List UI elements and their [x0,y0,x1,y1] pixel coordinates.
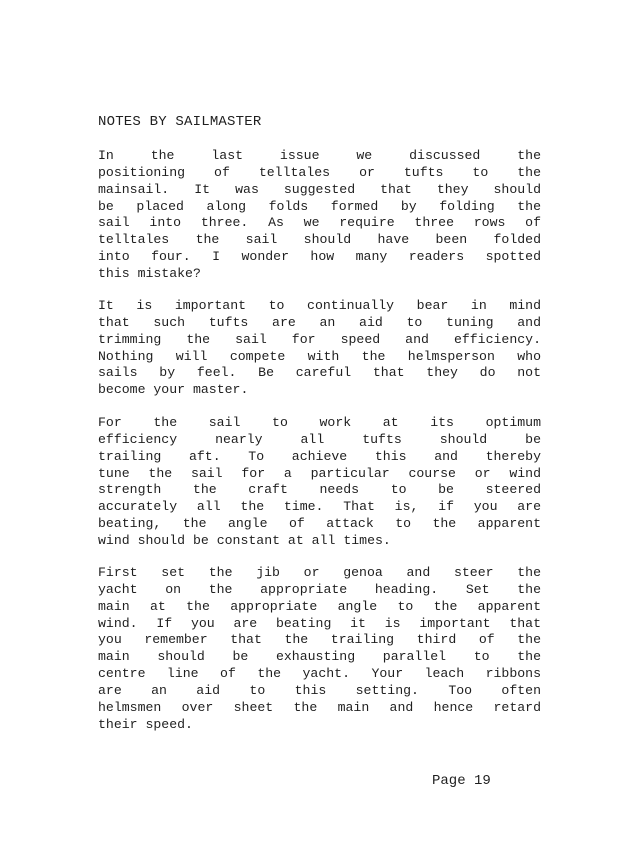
paragraph-4 [98,565,541,733]
text-line: wind should be constant at all times. [98,532,391,548]
text-line: into four. I wonder how many readers spotted [98,249,541,265]
text-line: are an aid to this setting. Too often [98,682,541,698]
paragraph-1 [98,148,541,283]
text-line: wind. If you are beating it is important that [98,615,541,631]
page-title: NOTES BY SAILMASTER [98,114,262,130]
text-line: their speed. [98,716,193,732]
text-line: accurately all the time. That is, if you are [98,499,541,515]
text-line: beating, the angle of attack to the apparent [98,516,541,532]
text-line: tune the sail for a particular course or wind [98,465,541,481]
text-line: that such tufts are an aid to tuning and [98,314,541,330]
text-line: yacht on the appropriate heading. Set the [98,581,541,597]
text-line: helmsmen over sheet the main and hence retard [98,699,541,715]
text-line: sails by feel. Be careful that they do not [98,365,541,381]
paragraph-2 [98,298,541,399]
text-line: It is important to continually bear in mind [98,298,541,313]
text-line: strength the craft needs to be steered [98,482,541,498]
text-line: In the last issue we discussed the [98,148,541,163]
text-line: trailing aft. To achieve this and thereby [98,448,541,464]
text-line: sail into three. As we require three rows of [98,215,541,231]
text-line: this mistake? [98,265,201,281]
text-line: main at the appropriate angle to the apparent [98,598,541,614]
text-line: Nothing will compete with the helmsperson who [98,348,541,364]
text-line: main should be exhausting parallel to the [98,649,541,665]
text-line: centre line of the yacht. Your leach ribbons [98,666,541,682]
text-line: you remember that the trailing third of the [98,632,541,648]
text-line: be placed along folds formed by folding the [98,198,541,214]
text-line: trimming the sail for speed and efficiency. [98,331,541,347]
text-line: First set the jib or genoa and steer the [98,565,541,580]
text-line: efficiency nearly all tufts should be [98,431,541,447]
page-number: Page 19 [432,773,491,789]
text-line: mainsail. It was suggested that they should [98,181,541,197]
text-line: telltales the sail should have been folded [98,232,541,248]
paragraph-3 [98,415,541,550]
text-line: become your master. [98,382,249,398]
text-line: positioning of telltales or tufts to the [98,164,541,180]
text-line: For the sail to work at its optimum [98,415,541,430]
